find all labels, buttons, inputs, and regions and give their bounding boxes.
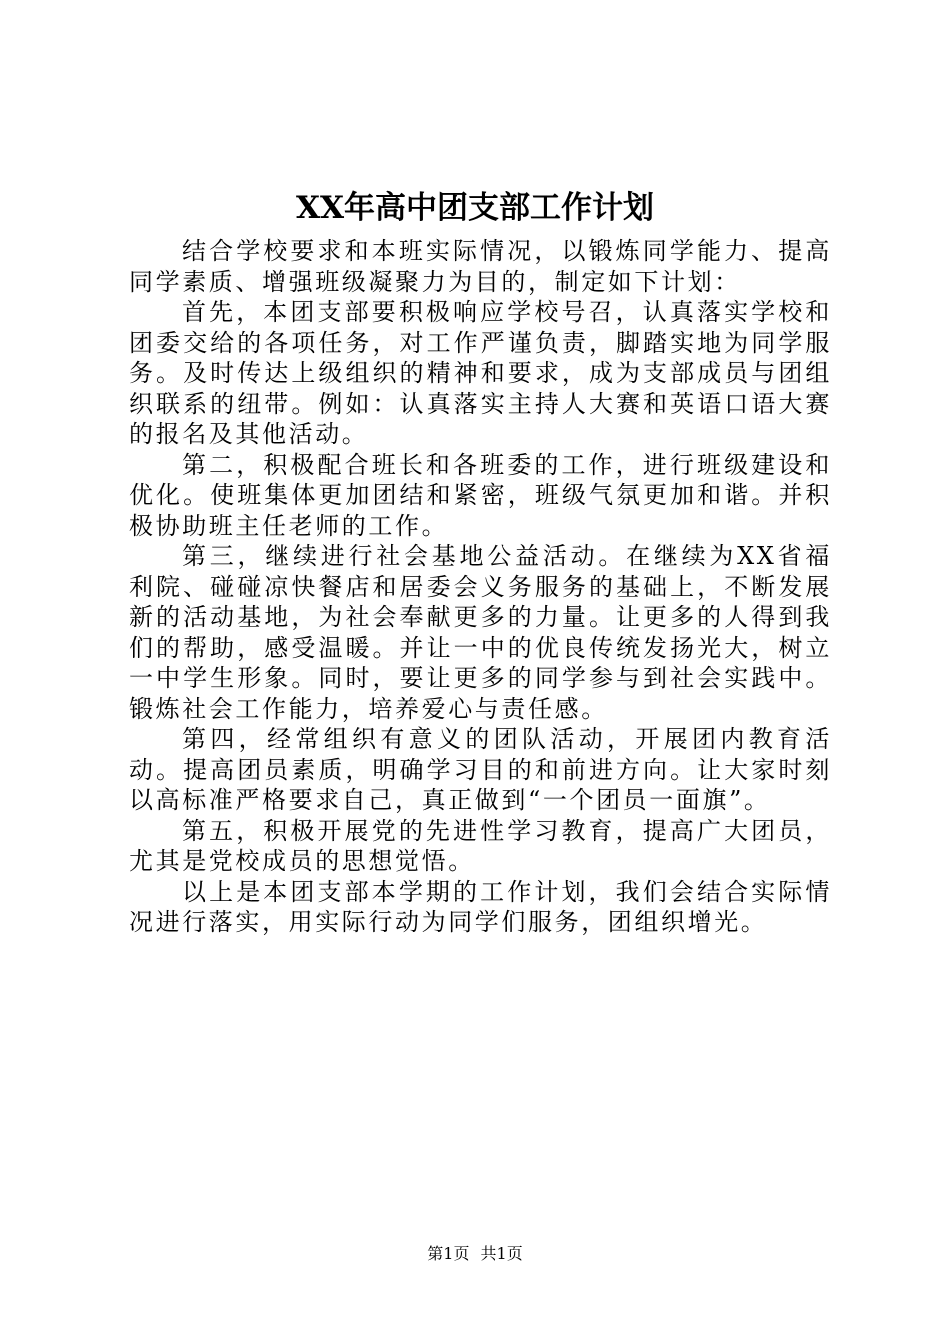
paragraph-third: 第三，继续进行社会基地公益活动。在继续为XX省福利院、碰碰凉快餐店和居委会义务服务的基础上，不断发展新的活动基地，为社会奉献更多的力量。让更多的人得到我们的帮助，感受温暖。并让一中的优良传统发扬光大，树立一中学生形象。同时，要让更多的同学参与到社会实践中。锻炼社会工作能力，培养爱心与责任感。 <box>129 542 832 723</box>
paragraph-second: 第二，积极配合班长和各班委的工作，进行班级建设和优化。使班集体更加团结和紧密，班级气氛更加和谐。并积极协助班主任老师的工作。 <box>129 450 832 540</box>
total-pages: 共1页 <box>480 1244 523 1263</box>
paragraph-conclusion: 以上是本团支部本学期的工作计划，我们会结合实际情况进行落实，用实际行动为同学们服务，团组织增光。 <box>129 877 832 936</box>
document-body <box>129 236 832 938</box>
paragraph-fourth: 第四，经常组织有意义的团队活动，开展团内教育活动。提高团员素质，明确学习目的和前进方向。让大家时刻以高标准严格要求自己，真正做到“一个团员一面旗”。 <box>129 725 832 814</box>
paragraph-fifth: 第五，积极开展党的先进性学习教育，提高广大团员，尤其是党校成员的思想觉悟。 <box>129 816 832 875</box>
document-title: XX年高中团支部工作计划 <box>295 190 655 226</box>
paragraph-intro: 结合学校要求和本班实际情况，以锻炼同学能力、提高同学素质、增强班级凝聚力为目的，制定如下计划： <box>129 237 832 296</box>
paragraph-first: 首先，本团支部要积极响应学校号召，认真落实学校和团委交给的各项任务，对工作严谨负责，脚踏实地为同学服务。及时传达上级组织的精神和要求，成为支部成员与团组织联系的纽带。例如：认真落实主持人大赛和英语口语大赛的报名及其他活动。 <box>129 298 832 448</box>
page-number: 第1页 <box>427 1244 470 1263</box>
page-footer <box>0 1243 950 1265</box>
